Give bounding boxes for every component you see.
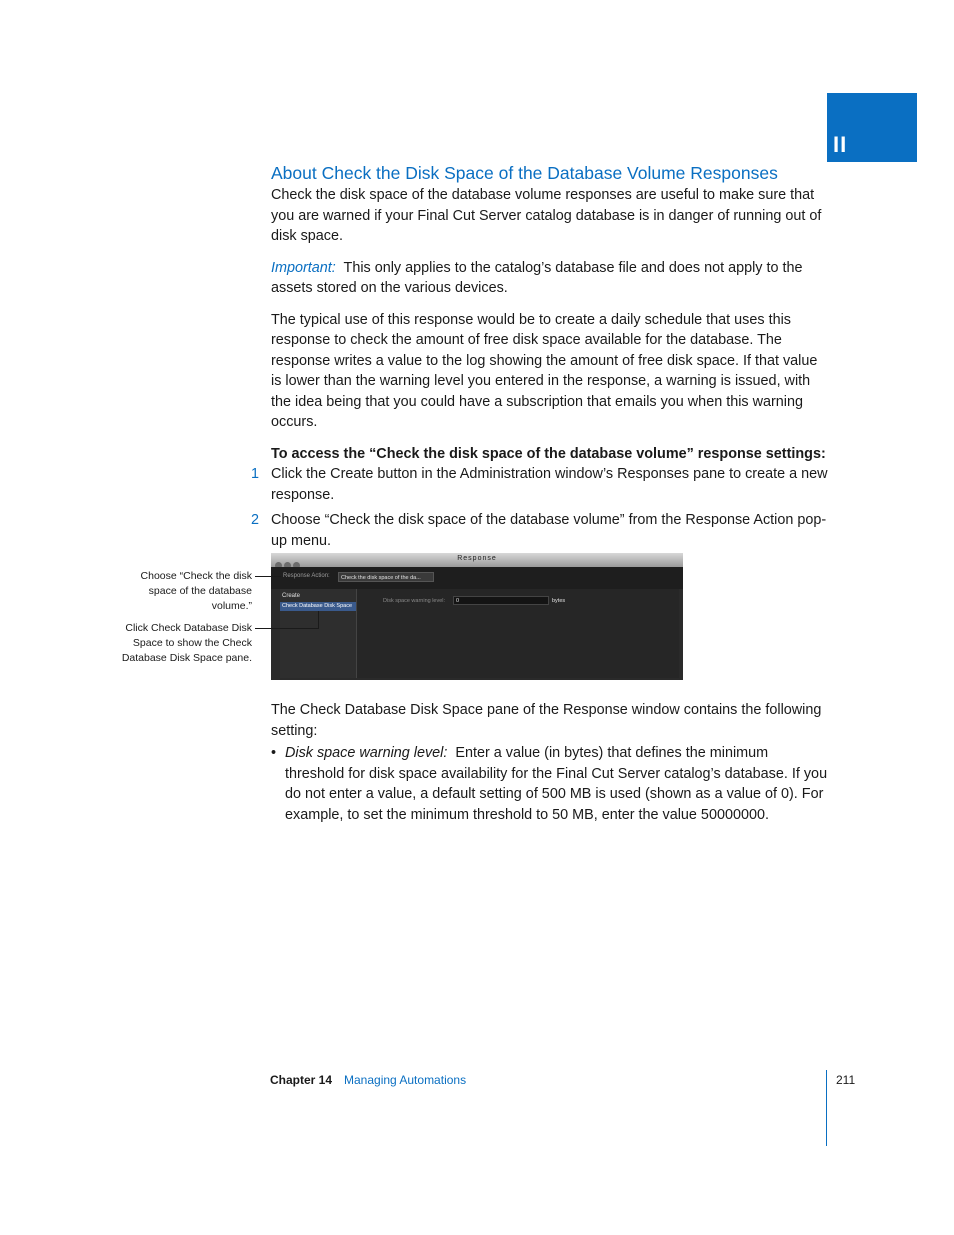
step-number: 1 — [251, 466, 260, 482]
response-list — [280, 589, 357, 678]
footer-divider — [826, 1070, 827, 1146]
list-item-check-database-disk-space[interactable]: Check Database Disk Space — [280, 602, 356, 611]
callout-leader-line — [255, 576, 281, 577]
window-title: Response — [457, 555, 497, 562]
warning-level-unit: bytes — [552, 598, 566, 604]
bullet-dot: • — [271, 745, 277, 761]
section-heading: About Check the Disk Space of the Database Volume Responses — [271, 163, 778, 183]
response-window-screenshot — [271, 553, 683, 680]
important-note — [271, 258, 831, 299]
callout-leader-line — [318, 611, 319, 629]
part-tab-label: II — [833, 132, 848, 157]
response-action-popup[interactable]: Check the disk space of the da... — [338, 572, 434, 582]
callout-leader-line — [255, 628, 319, 629]
bullet-text — [285, 743, 831, 825]
warning-level-input[interactable]: 0 — [453, 596, 549, 605]
bullet-term: Disk space warning level: — [285, 745, 448, 761]
important-label: Important: — [271, 259, 336, 276]
main-content — [251, 161, 831, 556]
typical-use-paragraph: The typical use of this response would be to create a daily schedule that uses this response to check the amount of free disk space available for the database. The response writes a value to the log showing the amount of free disk space. If that value is lower than the warning level you entered in the response, a warning is issued, with the idea being that you could have a subscription that emails you when this warning occurs. — [271, 311, 818, 430]
pane-description-block — [271, 700, 831, 825]
step-1 — [251, 464, 831, 505]
response-action-bar — [271, 567, 683, 589]
response-action-label: Response Action: — [283, 573, 330, 579]
page-number: 211 — [836, 1073, 856, 1087]
callout-response-action: Choose “Check the disk space of the database volume.” — [140, 570, 252, 612]
callout-check-database: Click Check Database Disk Space to show the Check Database Disk Space pane. — [121, 622, 252, 664]
footer-section: Managing Automations — [344, 1073, 467, 1087]
step-number: 2 — [251, 512, 260, 528]
step-text: Choose “Check the disk space of the database volume” from the Response Action pop-up menu. — [271, 512, 827, 549]
part-tab — [827, 93, 917, 162]
warning-level-label: Disk space warning level: — [383, 598, 446, 604]
bullet-description: Enter a value (in bytes) that defines the minimum threshold for disk space availability for the Final Cut Server catalog’s database. If you do not enter a value, a default setting of 500 MB is used (shown as a value of 0). For example, to set the minimum threshold to 50 MB, enter the value 50000000. — [285, 745, 828, 823]
bullet-item — [271, 743, 831, 825]
step-2 — [251, 510, 831, 551]
pane-description: The Check Database Disk Space pane of the Response window contains the following setting: — [271, 702, 822, 739]
step-text: Click the Create button in the Administration window’s Responses pane to create a new response. — [271, 466, 828, 503]
important-text: This only applies to the catalog’s database file and does not apply to the assets stored on the various devices. — [271, 259, 803, 296]
list-header: Create — [282, 593, 301, 599]
intro-paragraph: Check the disk space of the database volume responses are useful to make sure that you are warned if your Final Cut Server catalog database is in danger of running out of disk space. — [271, 187, 822, 244]
procedure-heading: To access the “Check the disk space of the database volume” response settings: — [271, 445, 826, 462]
settings-pane — [357, 589, 679, 678]
footer-chapter: Chapter 14 — [270, 1073, 333, 1087]
window-titlebar — [271, 553, 683, 567]
